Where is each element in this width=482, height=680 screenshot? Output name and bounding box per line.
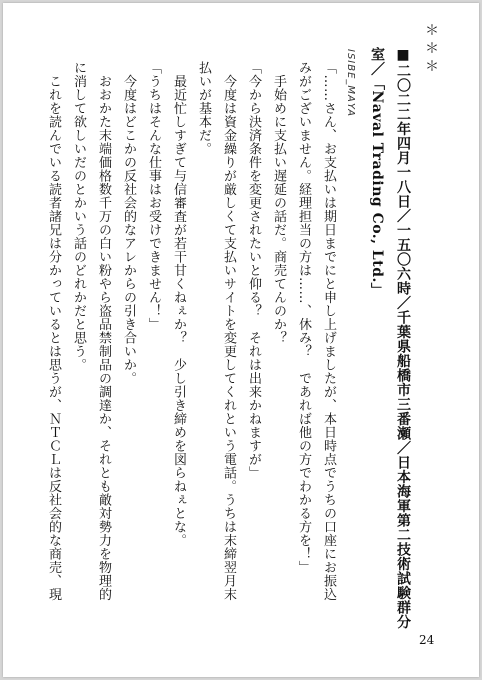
heading-line-1: ■二〇二二年四月一八日／一五〇六時／千葉県船橋市三番瀬／日本海軍第二技術試験群分 (395, 47, 411, 629)
body-line-2: みがございません。経理担当の方は……、休み？ であれば他の方でわかる方を！」 (296, 61, 311, 574)
body-line-12: これを読んでいる読者諸兄は分かっているとは思うが、ＮＴＣＬは反社会的な商売、現 (46, 61, 61, 601)
body-line-11: に消して欲しいだのとかいう話のどれかだと思う。 (71, 61, 86, 372)
body-line-9: 今度はどこかの反社会的なアレからの引き合いか。 (121, 61, 136, 385)
body-line-4: 「今から決済条件を変更されたいと仰る？ それは出来かねますが」 (246, 61, 261, 480)
book-page (3, 3, 479, 677)
body-line-10: おおかた末端価格数千万の白い粉やら盗品禁制品の調達か、それとも敵対勢力を物理的 (96, 61, 111, 601)
heading-line-2: 室／「Naval Trading Co., Ltd.」 (369, 47, 385, 298)
body-line-3: 手始めに支払い遅延の話だ。商売てんのか？ (271, 61, 286, 345)
body-line-1: 「……さん、お支払いは期日までにと申し上げましたが、本日時点でうちの口座にお振込 (321, 61, 336, 601)
section-mark: ＊＊＊ (423, 23, 439, 77)
body-line-7: 最近忙しすぎて与信審査が若干甘くねぇか？ 少し引き締めを図らねぇとな。 (171, 61, 186, 547)
speaker-tag: ISIBE_MAYA (345, 49, 356, 118)
body-line-6: 払いが基本だ。 (196, 61, 211, 156)
body-line-8: 「うちはそんな仕事はお受けできません！」 (146, 61, 161, 331)
body-line-5: 今度は資金繰りが厳しくて支払いサイトを変更してくれという電話。うちは末締翌月末 (221, 61, 236, 601)
page-number: 24 (419, 633, 435, 647)
